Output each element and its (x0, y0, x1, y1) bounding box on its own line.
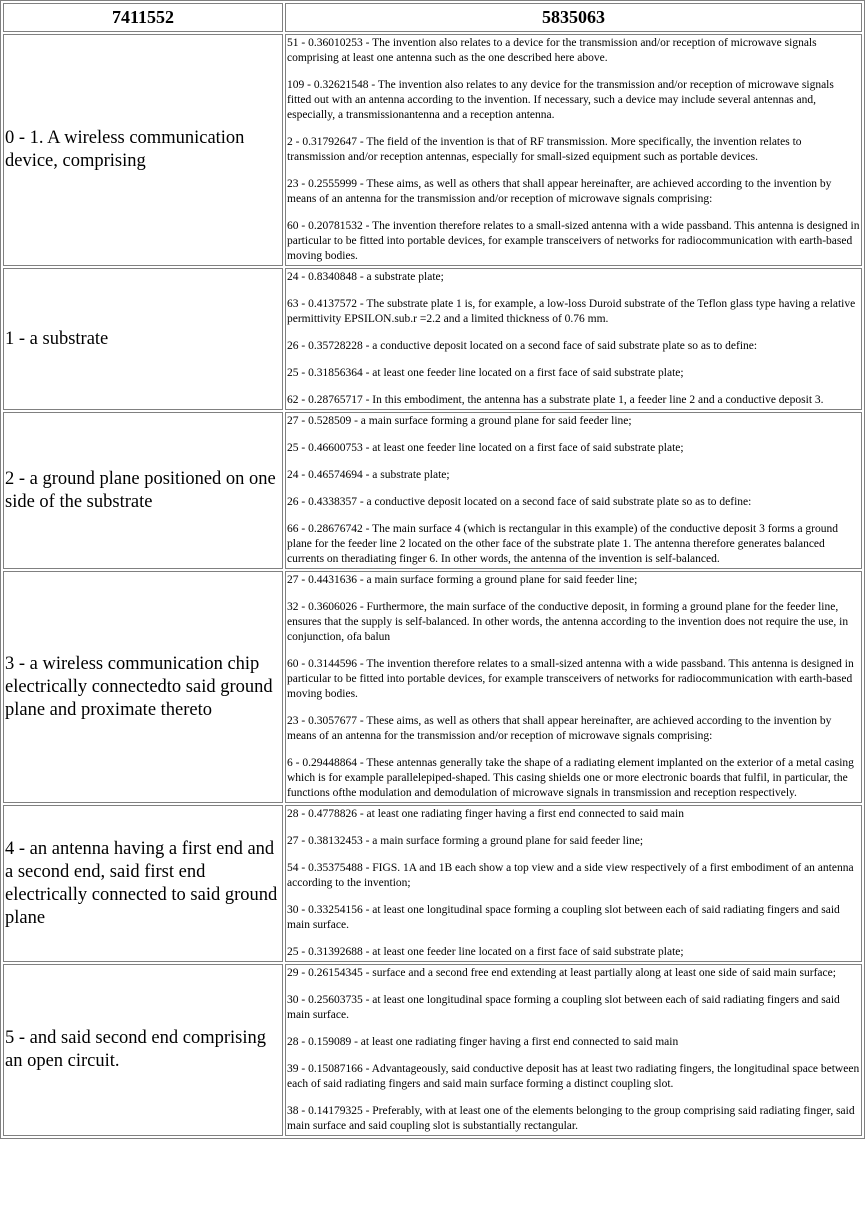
table-row (3, 268, 862, 410)
table-row (3, 571, 862, 803)
table-row (3, 412, 862, 569)
match-item: 109 - 0.32621548 - The invention also relates to any device for the transmission and/or reception of microwave signals fitted out with an antenna according to the invention. If necessary, such a device may include several antennas and, especially, a transmissionantenna and a reception antenna. (287, 79, 834, 121)
match-item: 30 - 0.25603735 - at least one longitudinal space forming a coupling slot between each of said radiating fingers and said main surface. (287, 994, 840, 1021)
match-item: 39 - 0.15087166 - Advantageously, said conductive deposit has at least two radiating fingers, the longitudinal space between each of said radiating fingers and said main surface forming a distinct coupling slot. (287, 1063, 860, 1090)
header-row (3, 3, 862, 32)
match-item: 6 - 0.29448864 - These antennas generally take the shape of a radiating element implanted on the exterior of a metal casing which is for example parallelepiped-shaped. This casing shields one or more electronic boards that fulfil, in particular, the functions ofthe modulation and demodulation of microwave signals in transmission and reception respectively. (287, 757, 854, 799)
claim-text: 2 - a ground plane positioned on one side of the substrate (3, 412, 283, 569)
match-item: 32 - 0.3606026 - Furthermore, the main surface of the conductive deposit, in forming a ground plane for the feeder line, ensures that the supply is self-balanced. In other words, the antenna according to the invention does not require the use, in conjunction, ofa balun (287, 601, 849, 643)
match-item: 28 - 0.4778826 - at least one radiating finger having a first end connected to said main (287, 808, 684, 820)
match-item: 38 - 0.14179325 - Preferably, with at least one of the elements belonging to the group comprising said radiating finger, said main surface and said coupling slot is substantially rectangular. (287, 1105, 855, 1132)
match-item: 27 - 0.4431636 - a main surface forming a ground plane for said feeder line; (287, 574, 638, 586)
match-item: 63 - 0.4137572 - The substrate plate 1 is, for example, a low-loss Duroid substrate of the Teflon glass type having a relative permittivity EPSILON.sub.r =2.2 and a limited thickness of 0.76 mm. (287, 298, 856, 325)
match-list (285, 805, 862, 962)
match-item: 25 - 0.31856364 - at least one feeder line located on a first face of said substrate plate; (287, 367, 684, 379)
match-list (285, 412, 862, 569)
match-item: 25 - 0.31392688 - at least one feeder line located on a first face of said substrate plate; (287, 946, 684, 958)
claim-text: 4 - an antenna having a first end and a second end, said first end electrically connected to said ground plane (3, 805, 283, 962)
match-item: 23 - 0.2555999 - These aims, as well as others that shall appear hereinafter, are achieved according to the invention by means of an antenna for the transmission and/or reception of microwave signals comprising: (287, 178, 832, 205)
table-row (3, 34, 862, 266)
match-item: 60 - 0.20781532 - The invention therefore relates to a small-sized antenna with a wide passband. This antenna is designed in particular to be fitted into portable devices, for example transceivers of networks for radiocommunication with earth-based moving bodies. (287, 220, 860, 262)
match-list (285, 571, 862, 803)
claim-text: 0 - 1. A wireless communication device, comprising (3, 34, 283, 266)
match-item: 26 - 0.4338357 - a conductive deposit located on a second face of said substrate plate so as to define: (287, 496, 752, 508)
match-item: 60 - 0.3144596 - The invention therefore relates to a small-sized antenna with a wide passband. This antenna is designed in particular to be fitted into portable devices, for example transceivers of networks for radiocommunication with earth-based moving bodies. (287, 658, 854, 700)
match-item: 27 - 0.528509 - a main surface forming a ground plane for said feeder line; (287, 415, 632, 427)
match-item: 26 - 0.35728228 - a conductive deposit located on a second face of said substrate plate so as to define: (287, 340, 758, 352)
match-item: 27 - 0.38132453 - a main surface forming a ground plane for said feeder line; (287, 835, 644, 847)
match-item: 66 - 0.28676742 - The main surface 4 (which is rectangular in this example) of the conductive deposit 3 forms a ground plane for the feeder line 2 located on the other face of the substrate plate 1. The antenna therefore generates balanced currents on theradiating finger 6. In other words, the antenna of the invention is self-balanced. (287, 523, 839, 565)
match-item: 30 - 0.33254156 - at least one longitudinal space forming a coupling slot between each of said radiating fingers and said main surface. (287, 904, 840, 931)
claim-text: 3 - a wireless communication chip electrically connectedto said ground plane and proximate thereto (3, 571, 283, 803)
match-item: 51 - 0.36010253 - The invention also relates to a device for the transmission and/or reception of microwave signals comprising at least one antenna such as the one described here above. (287, 37, 817, 64)
match-item: 2 - 0.31792647 - The field of the invention is that of RF transmission. More specifically, the invention relates to transmission and/or reception antennas, especially for small-sized equipment such as portable devices. (287, 136, 802, 163)
match-list (285, 268, 862, 410)
match-item: 62 - 0.28765717 - In this embodiment, the antenna has a substrate plate 1, a feeder line 2 and a conductive deposit 3. (287, 394, 824, 406)
match-item: 23 - 0.3057677 - These aims, as well as others that shall appear hereinafter, are achieved according to the invention by means of an antenna for the transmission and/or reception of microwave signals comprising: (287, 715, 832, 742)
match-item: 54 - 0.35375488 - FIGS. 1A and 1B each show a top view and a side view respectively of a first embodiment of an antenna according to the invention; (287, 862, 854, 889)
table-row (3, 964, 862, 1136)
claim-text: 1 - a substrate (3, 268, 283, 410)
table-row (3, 805, 862, 962)
left-patent-id: 7411552 (3, 3, 283, 32)
match-list (285, 964, 862, 1136)
table-body (3, 34, 862, 1136)
match-item: 28 - 0.159089 - at least one radiating finger having a first end connected to said main (287, 1036, 679, 1048)
match-item: 24 - 0.8340848 - a substrate plate; (287, 271, 444, 283)
right-patent-id: 5835063 (285, 3, 862, 32)
match-item: 25 - 0.46600753 - at least one feeder line located on a first face of said substrate plate; (287, 442, 684, 454)
match-item: 24 - 0.46574694 - a substrate plate; (287, 469, 450, 481)
match-item: 29 - 0.26154345 - surface and a second free end extending at least partially along at least one side of said main surface; (287, 967, 836, 979)
match-list (285, 34, 862, 266)
claim-text: 5 - and said second end comprising an open circuit. (3, 964, 283, 1136)
